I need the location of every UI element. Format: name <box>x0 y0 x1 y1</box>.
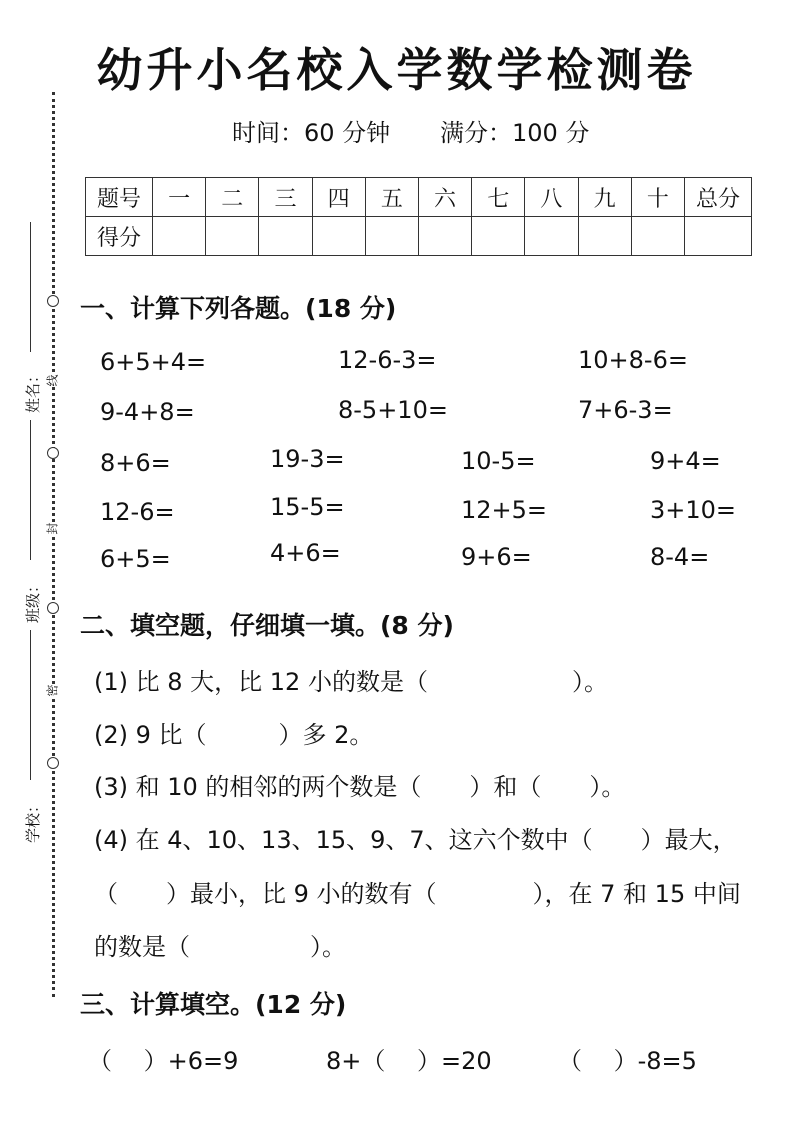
class-label: 班级： <box>24 577 43 624</box>
table-cell: 题号 <box>86 178 153 217</box>
problem: 8-4= <box>650 543 710 571</box>
section-2-heading: 二、填空题，仔细填一填。(8 分) <box>80 611 454 640</box>
problem: （ ）+6=9 <box>88 1047 239 1075</box>
table-cell: 五 <box>365 178 418 217</box>
school-write-line[interactable] <box>30 630 31 780</box>
table-cell: 七 <box>472 178 525 217</box>
problem: 6+5+4= <box>100 348 207 376</box>
binding-secret-char: 密 <box>42 684 63 696</box>
score-input-cell[interactable] <box>365 217 418 256</box>
problem: 3+10= <box>650 496 737 524</box>
table-cell: 一 <box>153 178 206 217</box>
exam-time: 时间：60 分钟 <box>232 119 391 147</box>
problem: 4+6= <box>270 539 341 567</box>
name-label: 姓名： <box>24 367 43 414</box>
binding-hole-icon <box>47 602 59 614</box>
problem: （ ）-8=5 <box>558 1047 697 1075</box>
problem: 8+6= <box>100 449 171 477</box>
score-input-cell[interactable] <box>206 217 259 256</box>
name-write-line[interactable] <box>30 222 31 352</box>
problem: 9+6= <box>461 543 532 571</box>
page-title: 幼升小名校入学数学检测卷 <box>96 43 697 97</box>
problem: 19-3= <box>270 445 345 473</box>
fill-question-3: (3) 和 10 的相邻的两个数是（ ）和（ ）。 <box>94 773 626 801</box>
table-cell: 三 <box>259 178 312 217</box>
score-table-score-row <box>86 217 752 256</box>
binding-seal-char: 封 <box>42 522 63 534</box>
class-write-line[interactable] <box>30 420 31 560</box>
score-table-header-row <box>86 178 752 217</box>
score-table <box>85 177 752 256</box>
fill-question-4-line-2: （ ）最小，比 9 小的数有（ ），在 7 和 15 中间 <box>94 880 741 908</box>
score-input-cell[interactable] <box>685 217 752 256</box>
table-cell: 四 <box>312 178 365 217</box>
problem: 8+（ ）=20 <box>326 1047 492 1075</box>
table-cell: 八 <box>525 178 578 217</box>
score-input-cell[interactable] <box>312 217 365 256</box>
score-input-cell[interactable] <box>153 217 206 256</box>
problem: 7+6-3= <box>578 396 673 424</box>
school-label: 学校： <box>24 797 43 844</box>
table-cell: 总分 <box>685 178 752 217</box>
section-1-heading: 一、计算下列各题。(18 分) <box>80 294 397 323</box>
score-input-cell[interactable] <box>418 217 471 256</box>
binding-dotted-line <box>52 92 55 997</box>
fill-question-1: (1) 比 8 大，比 12 小的数是（ ）。 <box>94 668 608 696</box>
fill-question-2: (2) 9 比（ ）多 2。 <box>94 721 374 749</box>
table-cell: 得分 <box>86 217 153 256</box>
score-input-cell[interactable] <box>631 217 684 256</box>
table-cell: 九 <box>578 178 631 217</box>
fill-question-4-line-1: (4) 在 4、10、13、15、9、7、这六个数中（ ）最大， <box>94 826 737 854</box>
score-input-cell[interactable] <box>472 217 525 256</box>
binding-hole-icon <box>47 295 59 307</box>
problem: 12-6-3= <box>338 346 437 374</box>
table-cell: 六 <box>418 178 471 217</box>
problem: 8-5+10= <box>338 396 448 424</box>
table-cell: 十 <box>631 178 684 217</box>
fill-question-4-line-3: 的数是（ ）。 <box>94 933 346 961</box>
problem: 9+4= <box>650 447 721 475</box>
binding-hole-icon <box>47 757 59 769</box>
exam-total-score: 满分：100 分 <box>440 119 590 147</box>
problem: 6+5= <box>100 545 171 573</box>
binding-line-char: 线 <box>42 374 63 386</box>
problem: 12-6= <box>100 498 175 526</box>
binding-hole-icon <box>47 447 59 459</box>
problem: 10-5= <box>461 447 536 475</box>
problem: 12+5= <box>461 496 548 524</box>
section-3-heading: 三、计算填空。(12 分) <box>80 990 347 1019</box>
problem: 9-4+8= <box>100 398 195 426</box>
score-input-cell[interactable] <box>259 217 312 256</box>
problem: 15-5= <box>270 493 345 521</box>
score-input-cell[interactable] <box>578 217 631 256</box>
table-cell: 二 <box>206 178 259 217</box>
problem: 10+8-6= <box>578 346 688 374</box>
score-input-cell[interactable] <box>525 217 578 256</box>
